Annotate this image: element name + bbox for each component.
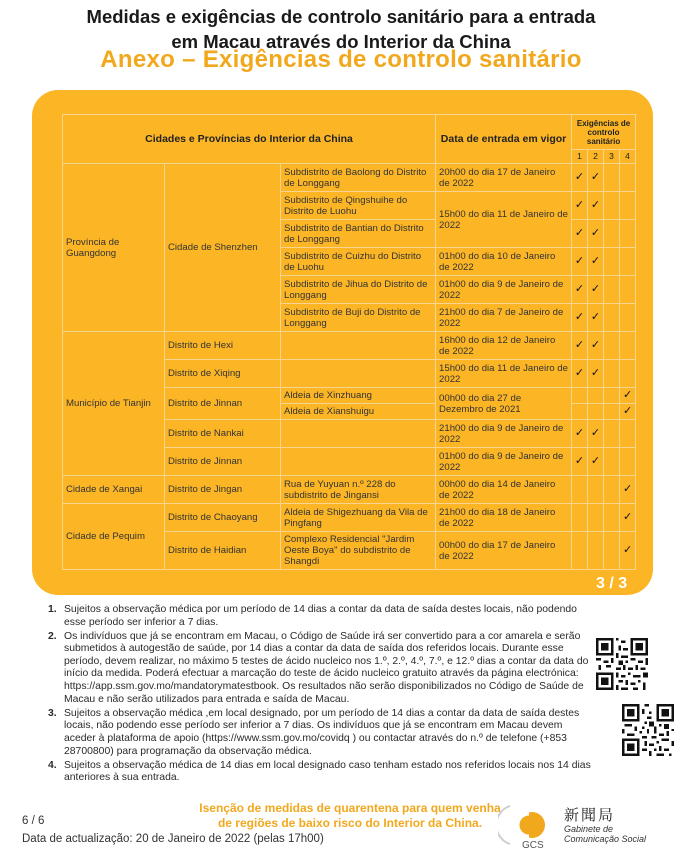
note-text: Sujeitos a observação médica de 14 dias em local designado caso tenham estado nos referidos locais nos 14 dias anteriores à sua entrada.	[64, 759, 591, 784]
note-item	[48, 760, 593, 785]
req-3: 3	[604, 150, 620, 164]
check-1: ✓	[572, 448, 588, 476]
check-1: ✓	[572, 248, 588, 276]
date-cell: 00h00 do dia 27 de Dezembro de 2021	[436, 388, 572, 420]
page-subtitle: Anexo – Exigências de controlo sanitário	[100, 46, 582, 73]
date-cell: 20h00 do dia 17 de Janeiro de 2022	[436, 164, 572, 192]
date-cell: 01h00 do dia 9 de Janeiro de 2022	[436, 276, 572, 304]
note-text: Os indivíduos que já se encontram em Macau, o Código de Saúde irá ser convertido para a cor amarela e serão submetidos à autogestão de saúde, por 14 dias a contar da data de saída dos referidos locais. Durante esse período, devem realizar, no máximo 5 testes de ácido nucleico nos 1.º, 2.º, 4.º, 7.º, e 12.º dias a contar da data do início da medida. Poderá efectuar a marcação do teste de ácido nucleico gratuito através da página electrónica: https://app.ssm.gov.mo/mandatorymatestbook. Os resultados não serão disponibilizados no Código de Saúde de Macau e não serão utilizados para entrada e saída de Macau.	[64, 630, 589, 705]
district-cell: Distrito de Chaoyang	[165, 504, 281, 532]
date-cell: 16h00 do dia 12 de Janeiro de 2022	[436, 332, 572, 360]
note-text: Sujeitos a observação médica ,em local designado, por um período de 14 dias a contar da data de saída destes locais, não podendo esse período ser inferior a 7 dias. Os indivíduos que já se encontram em Macau devem aceder à plataforma de apoio (https://www.ssm.gov.mo/covidq ) ou contactar através do n.º de telefone (+853 28700800) para programação da observação médica.	[64, 707, 580, 757]
gcs-logo-icon	[498, 800, 562, 850]
date-cell: 21h00 do dia 18 de Janeiro de 2022	[436, 504, 572, 532]
date-cell: 21h00 do dia 9 de Janeiro de 2022	[436, 420, 572, 448]
check-2: ✓	[588, 276, 604, 304]
date-cell: 01h00 do dia 10 de Janeiro de 2022	[436, 248, 572, 276]
update-date: Data de actualização: 20 de Janeiro de 2022 (pelas 17h00)	[22, 833, 324, 845]
note-item	[48, 631, 593, 707]
title-line-1: Medidas e exigências de controlo sanitário para a entrada	[86, 6, 596, 27]
check-4: ✓	[620, 476, 636, 504]
title-line-2: em Macau através do Interior da China	[171, 31, 511, 52]
exemption-line-1: Isenção de medidas de quarentena para quem venha	[199, 801, 501, 815]
logo-chinese-name: 新聞局	[564, 807, 616, 824]
table-header-row	[63, 115, 636, 150]
note-number: 1.	[48, 604, 57, 615]
district-cell: Distrito de Nankai	[165, 420, 281, 448]
check-2: ✓	[588, 448, 604, 476]
gcs-logo	[498, 800, 678, 850]
check-2: ✓	[588, 332, 604, 360]
check-4: ✓	[620, 532, 636, 570]
check-4: ✓	[620, 504, 636, 532]
date-cell: 00h00 do dia 17 de Janeiro de 2022	[436, 532, 572, 570]
check-1: ✓	[572, 360, 588, 388]
table-row	[63, 504, 636, 532]
table-row	[63, 476, 636, 504]
group-pequim: Cidade de Pequim	[63, 504, 165, 570]
qr-code-icon[interactable]	[622, 704, 674, 756]
check-2: ✓	[588, 164, 604, 192]
check-1: ✓	[572, 304, 588, 332]
district-cell: Distrito de Jinnan	[165, 448, 281, 476]
header-date: Data de entrada em vigor	[436, 115, 572, 164]
check-4: ✓	[620, 404, 636, 420]
group-xangai: Cidade de Xangai	[63, 476, 165, 504]
check-2: ✓	[588, 248, 604, 276]
logo-portuguese-name	[564, 824, 646, 844]
area-cell: Subdistrito de Baolong do Distrito de Longgang	[281, 164, 436, 192]
logo-initials: GCS	[522, 840, 544, 850]
date-cell: 15h00 do dia 11 de Janeiro de 2022	[436, 192, 572, 248]
logo-pt-line-1: Gabinete de	[564, 824, 614, 834]
check-1: ✓	[572, 276, 588, 304]
group-tianjin: Município de Tianjin	[63, 332, 165, 476]
requirements-table	[62, 114, 636, 570]
exemption-line-2: de regiões de baixo risco do Interior da China.	[217, 816, 483, 830]
check-1: ✓	[572, 192, 588, 220]
check-1: ✓	[572, 164, 588, 192]
note-number: 2.	[48, 630, 57, 642]
area-cell: Subdistrito de Qingshuihe do Distrito de Luohu	[281, 192, 436, 220]
note-number: 4.	[48, 759, 57, 771]
check-4: ✓	[620, 388, 636, 404]
check-2: ✓	[588, 420, 604, 448]
check-1: ✓	[572, 420, 588, 448]
area-cell: Subdistrito de Buji do Distrito de Longgang	[281, 304, 436, 332]
req-2: 2	[588, 150, 604, 164]
group-guangdong: Província de Guangdong	[63, 164, 165, 332]
qr-code-icon[interactable]	[596, 638, 648, 690]
logo-pt-line-2: Comunicação Social	[564, 834, 647, 844]
district-cell: Distrito de Haidian	[165, 532, 281, 570]
notes-list	[48, 604, 593, 786]
check-1: ✓	[572, 332, 588, 360]
area-cell: Aldeia de Shigezhuang da Vila de Pingfang	[281, 504, 436, 532]
table-row	[63, 332, 636, 360]
note-text: Sujeitos a observação médica por um período de 14 dias a contar da data de saída destes locais, não podendo esse período ser inferior a 7 dias.	[64, 604, 577, 628]
req-4: 4	[620, 150, 636, 164]
area-cell: Aldeia de Xinzhuang	[281, 388, 436, 404]
check-2: ✓	[588, 220, 604, 248]
area-cell: Complexo Residencial "Jardim Oeste Boya" do subdistrito de Shangdi	[281, 532, 436, 570]
header-regions: Cidades e Províncias do Interior da China	[63, 115, 436, 164]
check-2: ✓	[588, 360, 604, 388]
area-cell: Subdistrito de Bantian do Distrito de Longgang	[281, 220, 436, 248]
district-cell: Distrito de Jingan	[165, 476, 281, 504]
note-number: 3.	[48, 707, 57, 719]
check-2: ✓	[588, 304, 604, 332]
check-2: ✓	[588, 192, 604, 220]
table-row	[63, 164, 636, 192]
district-cell: Distrito de Xiqing	[165, 360, 281, 388]
group-shenzhen: Cidade de Shenzhen	[165, 164, 281, 332]
date-cell: 00h00 do dia 14 de Janeiro de 2022	[436, 476, 572, 504]
area-cell: Subdistrito de Cuizhu do Distrito de Luohu	[281, 248, 436, 276]
note-item	[48, 604, 593, 629]
district-cell: Distrito de Hexi	[165, 332, 281, 360]
date-cell: 15h00 do dia 11 de Janeiro de 2022	[436, 360, 572, 388]
req-1: 1	[572, 150, 588, 164]
area-cell: Subdistrito de Jihua do Distrito de Longgang	[281, 276, 436, 304]
note-item	[48, 708, 593, 758]
page-number: 6 / 6	[22, 815, 45, 827]
page-indicator: 3 / 3	[596, 575, 628, 592]
date-cell: 01h00 do dia 9 de Janeiro de 2022	[436, 448, 572, 476]
check-1: ✓	[572, 220, 588, 248]
date-cell: 21h00 do dia 7 de Janeiro de 2022	[436, 304, 572, 332]
area-cell: Aldeia de Xianshuigu	[281, 404, 436, 420]
district-cell: Distrito de Jinnan	[165, 388, 281, 420]
header-requirements: Exigências de controlo sanitário	[572, 115, 636, 150]
area-cell: Rua de Yuyuan n.º 228 do subdistrito de Jingansi	[281, 476, 436, 504]
